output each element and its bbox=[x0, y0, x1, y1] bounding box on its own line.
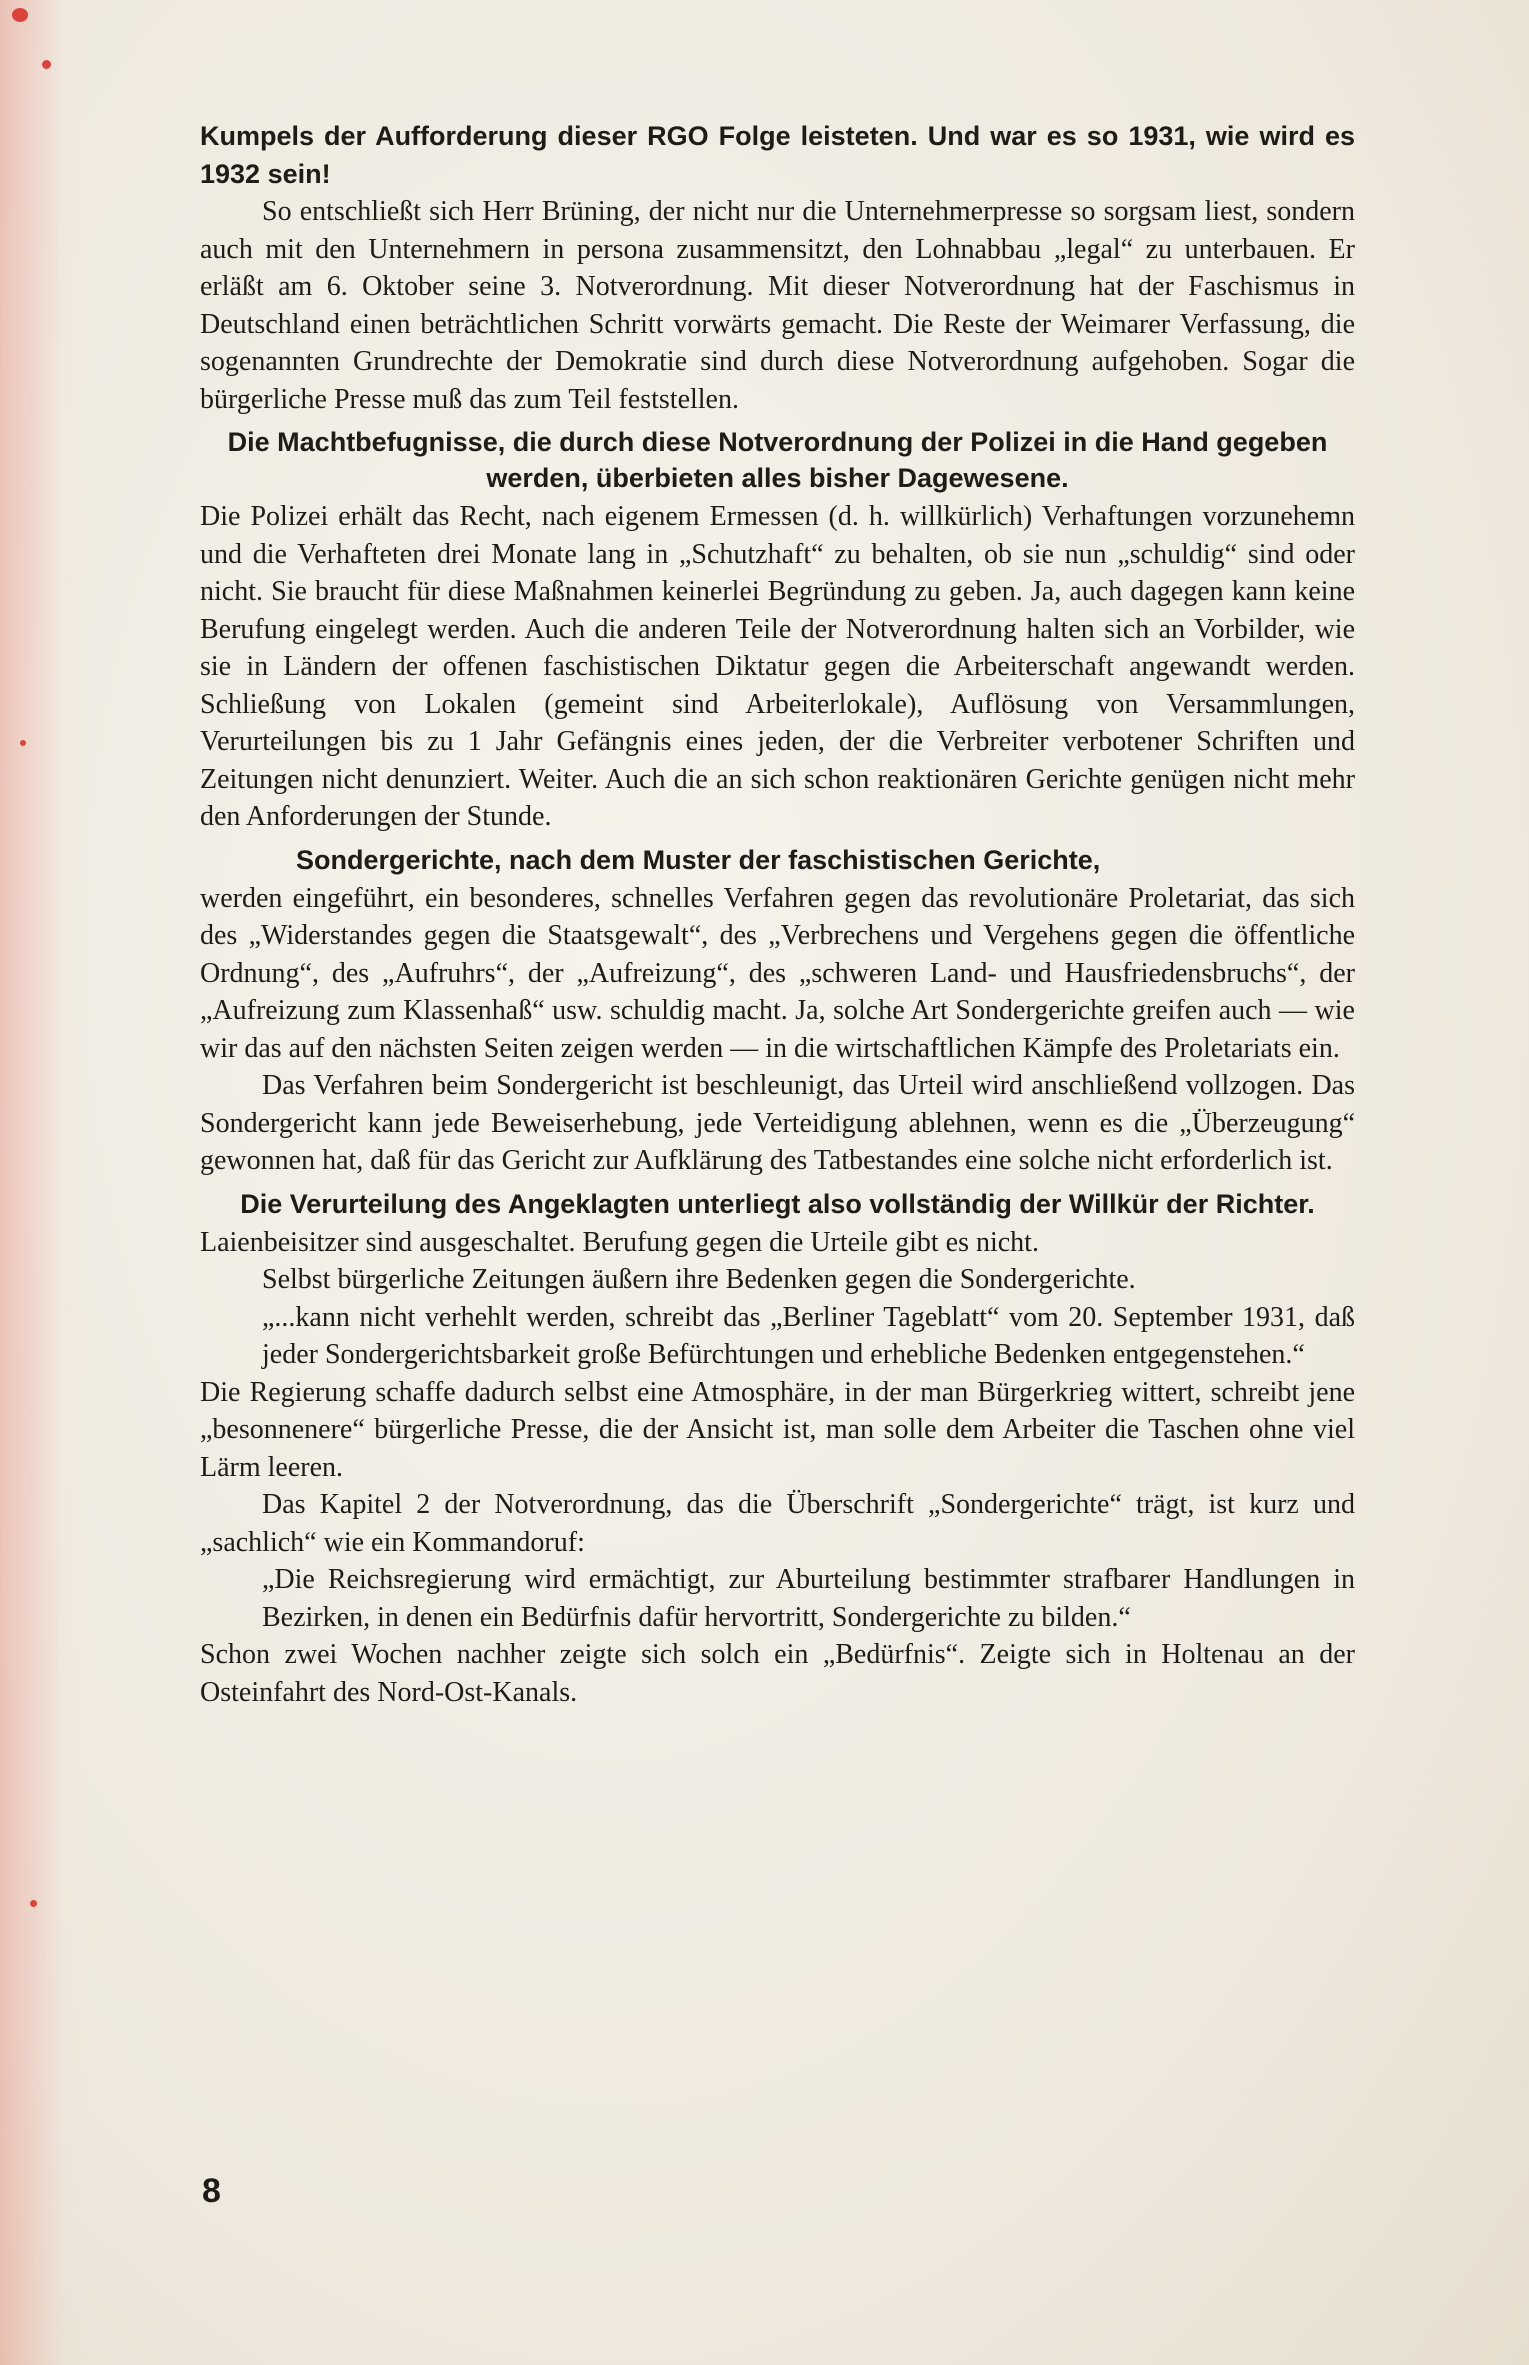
paragraph bbox=[200, 118, 1355, 193]
page-number: 8 bbox=[202, 2172, 221, 2210]
scan-spot bbox=[12, 8, 28, 22]
scan-margin-stain bbox=[0, 0, 90, 2365]
scan-spot bbox=[20, 740, 26, 746]
paragraph-text: So entschließt sich Herr Brüning, der nicht nur die Unternehmerpresse so sorgsam liest, sondern auch mit den Unternehmern in persona zusammensitzt, den Lohnabbau „legal“ zu unterbauen. Er erläßt am 6. Oktober seine 3. Notverordnung. Mit dieser Notverordnung hat der Faschismus in Deutschland einen beträchtlichen Schritt vorwärts gemacht. Die Reste der Weimarer Verfassung, die sogenannten Grundrechte der Demokratie sind durch diese Notverordnung aufgehoben. Sogar die bürgerliche Presse muß das zum Teil feststellen. bbox=[200, 196, 1355, 415]
paragraph bbox=[200, 1486, 1355, 1561]
block-quote: „...kann nicht verhehlt werden, schreibt das „Berliner Tageblatt“ vom 20. September 1931, daß jeder Sondergerichtsbarkeit große Befürchtungen und erhebliche Bedenken entgegenstehen.“ bbox=[262, 1301, 1355, 1370]
paragraph-text: Die Polizei erhält das Recht, nach eigenem Ermessen (d. h. willkürlich) Verhaftungen vorzunehemn und die Verhafteten drei Monate lang in „Schutzhaft“ zu behalten, ob sie nun „schuldig“ sind oder nicht. Sie braucht für diese Maßnahmen keinerlei Begründung zu geben. Ja, auch dagegen kann keine Berufung eingelegt werden. Auch die anderen Teile der Notverordnung halten sich an Vorbilder, wie sie in Ländern der offenen faschistischen Diktatur gegen die Arbeiterschaft angewandt werden. Schließung von Lokalen (gemeint sind Arbeiterlokale), Auflösung von Versammlungen, Verurteilungen bis zu 1 Jahr Gefängnis eines jeden, der die Verbreiter verbotener Schriften und Zeitungen nicht denunziert. Weiter. Auch die an sich schon reaktionären Gerichte genügen nicht mehr den Anforderungen der Stunde. bbox=[200, 501, 1355, 832]
section-heading: Die Machtbefugnisse, die durch diese Notverordnung der Polizei in die Hand gegeben werden, überbieten alles bisher Dagewesene. bbox=[227, 427, 1328, 493]
paragraph-lead: Kumpels der Aufforderung dieser RGO Folge leisteten. Und war es so 1931, wie wird es 1932 sein! bbox=[200, 121, 1355, 189]
paragraph-text: Schon zwei Wochen nachher zeigte sich solch ein „Bedürfnis“. Zeigte sich in Holtenau an der Osteinfahrt des Nord-Ost-Kanals. bbox=[200, 1639, 1355, 1708]
section-heading: Die Verurteilung des Angeklagten unterliegt also vollständig der Willkür der Richter. bbox=[240, 1188, 1315, 1219]
paragraph bbox=[200, 1374, 1355, 1487]
paragraph-text: Laienbeisitzer sind ausgeschaltet. Berufung gegen die Urteile gibt es nicht. bbox=[200, 1226, 1039, 1258]
page-body bbox=[200, 118, 1355, 1711]
paragraph bbox=[200, 1224, 1355, 1262]
paragraph-text: Selbst bürgerliche Zeitungen äußern ihre Bedenken gegen die Sondergerichte. bbox=[262, 1264, 1136, 1295]
scan-spot bbox=[42, 60, 51, 69]
block-quote: „Die Reichsregierung wird ermächtigt, zur Aburteilung bestimmter strafbarer Handlungen in Bezirken, in denen ein Bedürfnis dafür hervortritt, Sondergerichte zu bilden.“ bbox=[262, 1564, 1355, 1633]
paragraph-text: Die Regierung schaffe dadurch selbst eine Atmosphäre, in der man Bürgerkrieg wittert, schreibt jene „besonnenere“ bürgerliche Presse, die der Ansicht ist, man solle dem Arbeiter die Taschen ohne viel Lärm leeren. bbox=[200, 1376, 1355, 1483]
paragraph bbox=[200, 1261, 1355, 1299]
paragraph bbox=[200, 193, 1355, 418]
scan-spot bbox=[30, 1900, 37, 1907]
paragraph bbox=[200, 1067, 1355, 1180]
paragraph bbox=[200, 880, 1355, 1068]
paragraph-text: Das Kapitel 2 der Notverordnung, das die Überschrift „Sondergerichte“ trägt, ist kurz und „sachlich“ wie ein Kommandoruf: bbox=[200, 1489, 1355, 1558]
paragraph-text: Das Verfahren beim Sondergericht ist beschleunigt, das Urteil wird anschließend vollzogen. Das Sondergericht kann jede Beweiserhebung, jede Verteidigung ablehnen, wenn es die „Überzeugung“ gewonnen hat, daß für das Gericht zur Aufklärung des Tatbestandes eine solche nicht erforderlich ist. bbox=[200, 1070, 1355, 1176]
section-heading: Sondergerichte, nach dem Muster der faschistischen Gerichte, bbox=[296, 844, 1101, 875]
paragraph bbox=[200, 1636, 1355, 1711]
paragraph bbox=[200, 498, 1355, 836]
paragraph-text: werden eingeführt, ein besonderes, schnelles Verfahren gegen das revolutionäre Proletariat, das sich des „Widerstandes gegen die Staatsgewalt“, des „Verbrechens und Vergehens gegen die öffentliche Ordnung“, des „Aufruhrs“, der „Aufreizung“, des „schweren Land- und Hausfriedensbruchs“, der „Aufreizung zum Klassenhaß“ usw. schuldig macht. Ja, solche Art Sondergerichte greifen auch — wie wir das auf den nächsten Seiten zeigen werden — in die wirtschaftlichen Kämpfe des Proletariats ein. bbox=[200, 882, 1355, 1064]
